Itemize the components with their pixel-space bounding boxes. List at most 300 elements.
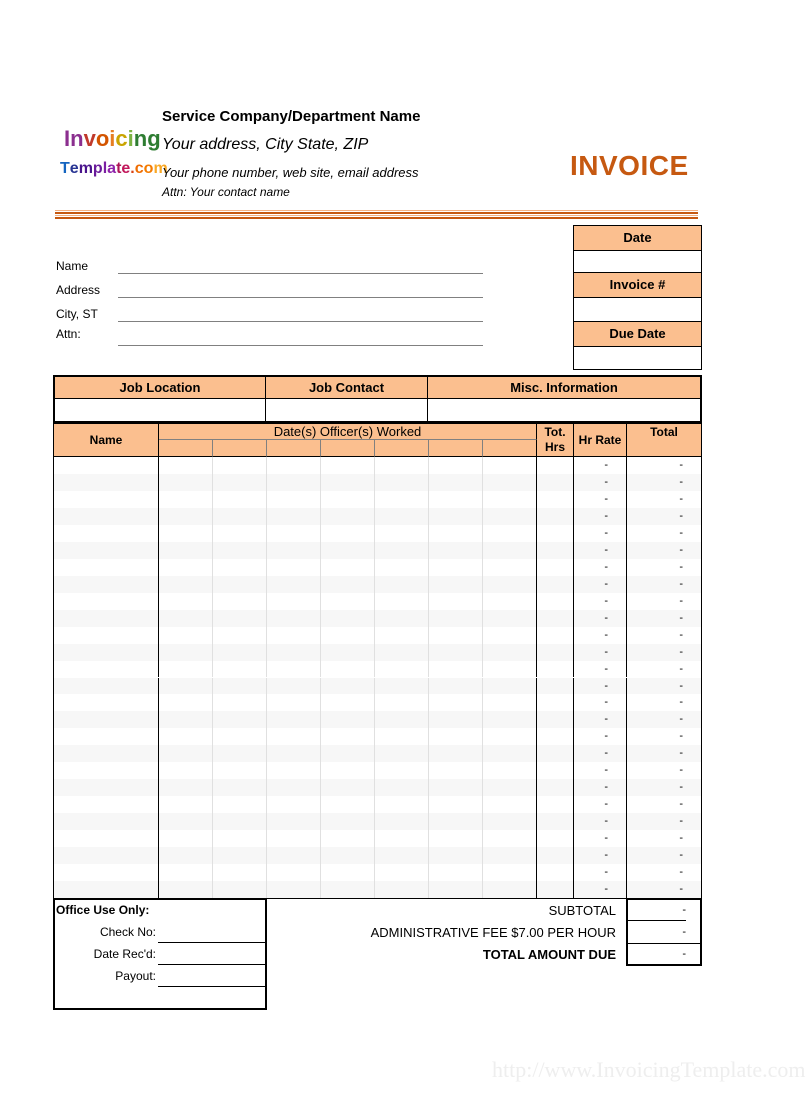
date-cell[interactable] xyxy=(321,796,375,813)
name-cell[interactable] xyxy=(54,644,159,661)
date-cell[interactable] xyxy=(267,474,321,491)
date-subcolumn-header[interactable] xyxy=(321,440,375,457)
date-cell[interactable] xyxy=(321,593,375,610)
date-cell[interactable] xyxy=(375,711,429,728)
date-cell[interactable] xyxy=(375,610,429,627)
date-cell[interactable] xyxy=(321,661,375,678)
date-cell[interactable] xyxy=(159,796,213,813)
date-cell[interactable] xyxy=(159,593,213,610)
date-cell[interactable] xyxy=(159,610,213,627)
date-subcolumn-header[interactable] xyxy=(483,440,537,457)
date-cell[interactable] xyxy=(267,711,321,728)
total-hours-cell[interactable] xyxy=(537,830,574,847)
date-cell[interactable] xyxy=(429,559,483,576)
name-cell[interactable] xyxy=(54,678,159,695)
date-cell[interactable] xyxy=(429,881,483,898)
date-cell[interactable] xyxy=(483,491,537,508)
logo-letter: T xyxy=(60,160,70,177)
job-contact-field[interactable] xyxy=(266,399,428,421)
date-cell[interactable] xyxy=(429,576,483,593)
hour-rate-cell[interactable]: - xyxy=(574,576,627,593)
date-cell[interactable] xyxy=(429,678,483,695)
date-cell[interactable] xyxy=(213,779,267,796)
watermark: http://www.InvoicingTemplate.com xyxy=(492,1057,806,1082)
date-cell[interactable] xyxy=(213,745,267,762)
date-cell[interactable] xyxy=(483,779,537,796)
date-cell[interactable] xyxy=(213,644,267,661)
total-hours-cell[interactable] xyxy=(537,864,574,881)
name-cell[interactable] xyxy=(54,830,159,847)
date-cell[interactable] xyxy=(267,678,321,695)
name-cell[interactable] xyxy=(54,864,159,881)
bill-name-field[interactable] xyxy=(118,273,483,274)
name-cell[interactable] xyxy=(54,474,159,491)
date-cell[interactable] xyxy=(429,864,483,881)
date-cell[interactable] xyxy=(159,576,213,593)
total-cell: - xyxy=(679,798,683,811)
date-cell[interactable] xyxy=(483,576,537,593)
date-cell[interactable] xyxy=(321,847,375,864)
hour-rate-cell[interactable]: - xyxy=(574,813,627,830)
date-cell[interactable] xyxy=(483,593,537,610)
date-cell[interactable] xyxy=(483,610,537,627)
hour-rate-cell[interactable]: - xyxy=(574,745,627,762)
date-cell[interactable] xyxy=(321,711,375,728)
hour-rate-cell[interactable]: - xyxy=(574,627,627,644)
date-cell[interactable] xyxy=(375,644,429,661)
date-cell[interactable] xyxy=(375,576,429,593)
date-cell[interactable] xyxy=(429,474,483,491)
date-cell[interactable] xyxy=(375,474,429,491)
hour-rate-cell[interactable]: - xyxy=(574,593,627,610)
date-field[interactable] xyxy=(574,251,701,273)
total-hours-cell[interactable] xyxy=(537,678,574,695)
company-contact: Your phone number, web site, email address xyxy=(162,165,419,180)
date-cell[interactable] xyxy=(321,576,375,593)
name-cell[interactable] xyxy=(54,525,159,542)
date-cell[interactable] xyxy=(429,813,483,830)
date-cell[interactable] xyxy=(375,491,429,508)
date-cell[interactable] xyxy=(483,864,537,881)
date-cell[interactable] xyxy=(375,830,429,847)
date-cell[interactable] xyxy=(267,813,321,830)
date-cell[interactable] xyxy=(159,728,213,745)
total-hours-cell[interactable] xyxy=(537,491,574,508)
date-cell[interactable] xyxy=(375,881,429,898)
logo-letter: p xyxy=(92,160,103,177)
logo-letter: e xyxy=(121,160,131,177)
date-cell[interactable] xyxy=(267,508,321,525)
bill-city-field[interactable] xyxy=(118,321,483,322)
total-hours-cell[interactable] xyxy=(537,847,574,864)
date-cell[interactable] xyxy=(321,474,375,491)
date-cell[interactable] xyxy=(321,525,375,542)
total-hours-cell[interactable] xyxy=(537,542,574,559)
date-cell[interactable] xyxy=(213,474,267,491)
check-no-field[interactable] xyxy=(158,942,265,943)
date-cell[interactable] xyxy=(213,813,267,830)
due-date-label: Due Date xyxy=(574,322,701,347)
date-cell[interactable] xyxy=(375,678,429,695)
date-cell[interactable] xyxy=(267,610,321,627)
date-cell[interactable] xyxy=(429,779,483,796)
date-cell[interactable] xyxy=(375,525,429,542)
date-cell[interactable] xyxy=(159,847,213,864)
total-cell: - xyxy=(679,764,683,777)
date-cell[interactable] xyxy=(321,508,375,525)
date-cell[interactable] xyxy=(375,559,429,576)
date-cell[interactable] xyxy=(321,627,375,644)
due-date-field[interactable] xyxy=(574,347,701,370)
date-cell[interactable] xyxy=(429,525,483,542)
date-cell[interactable] xyxy=(483,796,537,813)
total-hours-cell[interactable] xyxy=(537,559,574,576)
date-subcolumn-header[interactable] xyxy=(159,440,213,457)
name-cell[interactable] xyxy=(54,661,159,678)
date-cell[interactable] xyxy=(483,728,537,745)
date-cell[interactable] xyxy=(321,813,375,830)
hour-rate-cell[interactable]: - xyxy=(574,694,627,711)
date-cell[interactable] xyxy=(159,661,213,678)
total-hours-cell[interactable] xyxy=(537,661,574,678)
date-cell[interactable] xyxy=(267,864,321,881)
date-cell[interactable] xyxy=(429,457,483,474)
date-cell[interactable] xyxy=(321,457,375,474)
invoice-number-field[interactable] xyxy=(574,298,701,322)
date-cell[interactable] xyxy=(483,745,537,762)
date-cell[interactable] xyxy=(375,627,429,644)
date-cell[interactable] xyxy=(321,864,375,881)
total-hours-header xyxy=(537,424,574,457)
date-cell[interactable] xyxy=(159,559,213,576)
date-cell[interactable] xyxy=(159,745,213,762)
job-contact-header: Job Contact xyxy=(266,377,428,399)
date-cell[interactable] xyxy=(483,762,537,779)
date-cell[interactable] xyxy=(375,847,429,864)
name-cell[interactable] xyxy=(54,847,159,864)
date-cell[interactable] xyxy=(213,559,267,576)
date-received-field[interactable] xyxy=(158,964,265,965)
date-cell[interactable] xyxy=(159,813,213,830)
date-cell[interactable] xyxy=(375,864,429,881)
date-cell[interactable] xyxy=(321,491,375,508)
total-hours-cell[interactable] xyxy=(537,728,574,745)
date-cell[interactable] xyxy=(213,678,267,695)
date-cell[interactable] xyxy=(483,661,537,678)
total-hours-cell[interactable] xyxy=(537,745,574,762)
date-cell[interactable] xyxy=(429,762,483,779)
date-cell[interactable] xyxy=(429,491,483,508)
date-cell[interactable] xyxy=(213,576,267,593)
date-cell[interactable] xyxy=(321,559,375,576)
date-cell[interactable] xyxy=(159,508,213,525)
date-cell[interactable] xyxy=(159,491,213,508)
date-cell[interactable] xyxy=(429,745,483,762)
name-cell[interactable] xyxy=(54,508,159,525)
date-cell[interactable] xyxy=(375,508,429,525)
date-cell[interactable] xyxy=(267,661,321,678)
date-cell[interactable] xyxy=(429,847,483,864)
date-cell[interactable] xyxy=(429,610,483,627)
date-cell[interactable] xyxy=(159,457,213,474)
total-hours-cell[interactable] xyxy=(537,881,574,898)
hour-rate-cell[interactable]: - xyxy=(574,661,627,678)
date-cell[interactable] xyxy=(159,711,213,728)
date-cell[interactable] xyxy=(159,779,213,796)
hour-rate-cell[interactable]: - xyxy=(574,457,627,474)
date-cell[interactable] xyxy=(321,830,375,847)
date-cell[interactable] xyxy=(483,711,537,728)
date-subcolumn-header[interactable] xyxy=(267,440,321,457)
date-cell[interactable] xyxy=(429,796,483,813)
total-hours-cell[interactable] xyxy=(537,694,574,711)
bill-address-field[interactable] xyxy=(118,297,483,298)
date-cell[interactable] xyxy=(483,694,537,711)
date-cell[interactable] xyxy=(429,627,483,644)
name-cell[interactable] xyxy=(54,576,159,593)
date-cell[interactable] xyxy=(267,728,321,745)
total-hours-cell[interactable] xyxy=(537,576,574,593)
date-cell[interactable] xyxy=(429,593,483,610)
date-cell[interactable] xyxy=(267,694,321,711)
date-cell[interactable] xyxy=(483,559,537,576)
hour-rate-cell[interactable]: - xyxy=(574,610,627,627)
date-cell[interactable] xyxy=(159,762,213,779)
date-subcolumn-header[interactable] xyxy=(213,440,267,457)
date-cell[interactable] xyxy=(321,542,375,559)
job-location-field[interactable] xyxy=(55,399,266,421)
name-cell[interactable] xyxy=(54,728,159,745)
date-cell[interactable] xyxy=(375,593,429,610)
hour-rate-cell[interactable]: - xyxy=(574,830,627,847)
hour-rate-cell[interactable]: - xyxy=(574,864,627,881)
date-cell[interactable] xyxy=(267,491,321,508)
total-hours-cell[interactable] xyxy=(537,508,574,525)
date-cell[interactable] xyxy=(213,796,267,813)
name-cell[interactable] xyxy=(54,796,159,813)
date-cell[interactable] xyxy=(375,661,429,678)
date-cell[interactable] xyxy=(213,711,267,728)
date-cell[interactable] xyxy=(429,542,483,559)
name-column-header: Name xyxy=(54,424,159,457)
total-hours-cell[interactable] xyxy=(537,593,574,610)
date-cell[interactable] xyxy=(159,830,213,847)
hour-rate-cell[interactable]: - xyxy=(574,847,627,864)
hour-rate-cell[interactable]: - xyxy=(574,728,627,745)
total-hours-cell[interactable] xyxy=(537,457,574,474)
hour-rate-cell[interactable]: - xyxy=(574,525,627,542)
hour-rate-cell[interactable]: - xyxy=(574,881,627,898)
name-cell[interactable] xyxy=(54,881,159,898)
date-cell[interactable] xyxy=(159,644,213,661)
name-cell[interactable] xyxy=(54,627,159,644)
date-cell[interactable] xyxy=(429,661,483,678)
date-cell[interactable] xyxy=(429,508,483,525)
date-cell[interactable] xyxy=(213,525,267,542)
date-cell[interactable] xyxy=(321,762,375,779)
date-cell[interactable] xyxy=(267,644,321,661)
date-cell[interactable] xyxy=(483,644,537,661)
date-cell[interactable] xyxy=(159,525,213,542)
date-cell[interactable] xyxy=(213,728,267,745)
hour-rate-cell[interactable]: - xyxy=(574,644,627,661)
date-cell[interactable] xyxy=(159,474,213,491)
date-cell[interactable] xyxy=(213,881,267,898)
bill-attn-field[interactable] xyxy=(118,345,483,346)
name-cell[interactable] xyxy=(54,711,159,728)
total-hours-cell[interactable] xyxy=(537,711,574,728)
date-cell[interactable] xyxy=(267,779,321,796)
hour-rate-cell[interactable]: - xyxy=(574,508,627,525)
date-cell[interactable] xyxy=(159,627,213,644)
logo-letter: I xyxy=(64,126,71,151)
date-cell[interactable] xyxy=(483,830,537,847)
date-cell[interactable] xyxy=(267,830,321,847)
date-cell[interactable] xyxy=(267,457,321,474)
date-cell[interactable] xyxy=(375,813,429,830)
total-hours-cell[interactable] xyxy=(537,627,574,644)
date-cell[interactable] xyxy=(375,457,429,474)
date-cell[interactable] xyxy=(213,508,267,525)
date-cell[interactable] xyxy=(375,728,429,745)
date-cell[interactable] xyxy=(267,559,321,576)
date-cell[interactable] xyxy=(375,779,429,796)
total-hours-cell[interactable] xyxy=(537,813,574,830)
hour-rate-cell[interactable]: - xyxy=(574,542,627,559)
date-cell[interactable] xyxy=(483,627,537,644)
total-hours-cell[interactable] xyxy=(537,796,574,813)
name-cell[interactable] xyxy=(54,745,159,762)
name-cell[interactable] xyxy=(54,593,159,610)
date-cell[interactable] xyxy=(267,881,321,898)
hour-rate-cell[interactable]: - xyxy=(574,474,627,491)
check-no-label: Check No: xyxy=(99,925,156,939)
date-cell[interactable] xyxy=(213,542,267,559)
date-cell[interactable] xyxy=(213,694,267,711)
name-cell[interactable] xyxy=(54,610,159,627)
date-subcolumn-header[interactable] xyxy=(375,440,429,457)
name-cell[interactable] xyxy=(54,694,159,711)
date-cell[interactable] xyxy=(267,762,321,779)
hour-rate-cell[interactable]: - xyxy=(574,559,627,576)
date-cell[interactable] xyxy=(267,525,321,542)
misc-information-field[interactable] xyxy=(428,399,700,421)
date-cell[interactable] xyxy=(483,508,537,525)
date-cell[interactable] xyxy=(213,847,267,864)
date-cell[interactable] xyxy=(321,728,375,745)
date-cell[interactable] xyxy=(213,457,267,474)
date-subcolumn-header[interactable] xyxy=(429,440,483,457)
date-cell[interactable] xyxy=(213,627,267,644)
hour-rate-cell[interactable]: - xyxy=(574,779,627,796)
date-cell[interactable] xyxy=(159,864,213,881)
date-cell[interactable] xyxy=(321,678,375,695)
date-cell[interactable] xyxy=(321,644,375,661)
date-cell[interactable] xyxy=(213,491,267,508)
date-cell[interactable] xyxy=(213,661,267,678)
name-cell[interactable] xyxy=(54,491,159,508)
date-cell[interactable] xyxy=(213,593,267,610)
hour-rate-cell[interactable]: - xyxy=(574,762,627,779)
date-cell[interactable] xyxy=(375,745,429,762)
date-cell[interactable] xyxy=(483,847,537,864)
date-cell[interactable] xyxy=(159,542,213,559)
date-cell[interactable] xyxy=(321,779,375,796)
date-cell[interactable] xyxy=(483,881,537,898)
total-hours-cell[interactable] xyxy=(537,474,574,491)
date-cell[interactable] xyxy=(483,525,537,542)
date-cell[interactable] xyxy=(267,627,321,644)
date-label: Date xyxy=(574,226,701,251)
date-cell[interactable] xyxy=(213,762,267,779)
date-cell[interactable] xyxy=(429,728,483,745)
logo-invoicing xyxy=(64,126,161,152)
total-hours-cell[interactable] xyxy=(537,525,574,542)
name-cell[interactable] xyxy=(54,779,159,796)
total-hours-cell[interactable] xyxy=(537,762,574,779)
date-cell[interactable] xyxy=(159,678,213,695)
date-cell[interactable] xyxy=(321,745,375,762)
total-cell: - xyxy=(679,594,683,607)
date-cell[interactable] xyxy=(213,864,267,881)
date-cell[interactable] xyxy=(213,830,267,847)
date-cell[interactable] xyxy=(213,610,267,627)
name-cell[interactable] xyxy=(54,813,159,830)
hour-rate-cell[interactable]: - xyxy=(574,491,627,508)
payout-field[interactable] xyxy=(158,986,265,987)
misc-information-header: Misc. Information xyxy=(428,377,700,399)
date-cell[interactable] xyxy=(267,542,321,559)
name-cell[interactable] xyxy=(54,542,159,559)
date-cell[interactable] xyxy=(429,644,483,661)
date-cell[interactable] xyxy=(267,576,321,593)
name-cell[interactable] xyxy=(54,762,159,779)
date-cell[interactable] xyxy=(483,474,537,491)
date-cell[interactable] xyxy=(375,542,429,559)
date-cell[interactable] xyxy=(483,678,537,695)
total-due-label: TOTAL AMOUNT DUE xyxy=(482,947,616,962)
date-cell[interactable] xyxy=(483,457,537,474)
date-cell[interactable] xyxy=(267,847,321,864)
date-cell[interactable] xyxy=(429,711,483,728)
name-cell[interactable] xyxy=(54,457,159,474)
hour-rate-cell[interactable]: - xyxy=(574,678,627,695)
date-cell[interactable] xyxy=(321,694,375,711)
total-cell: - xyxy=(679,713,683,726)
total-column-header: Total xyxy=(627,424,701,457)
date-cell[interactable] xyxy=(267,796,321,813)
date-cell[interactable] xyxy=(267,745,321,762)
name-cell[interactable] xyxy=(54,559,159,576)
total-hours-cell[interactable] xyxy=(537,779,574,796)
date-cell[interactable] xyxy=(375,762,429,779)
date-cell[interactable] xyxy=(483,813,537,830)
date-cell[interactable] xyxy=(429,694,483,711)
date-cell[interactable] xyxy=(321,610,375,627)
hour-rate-cell[interactable]: - xyxy=(574,796,627,813)
date-cell[interactable] xyxy=(375,694,429,711)
date-cell[interactable] xyxy=(159,694,213,711)
date-cell[interactable] xyxy=(321,881,375,898)
date-cell[interactable] xyxy=(429,830,483,847)
date-cell[interactable] xyxy=(267,593,321,610)
total-hours-cell[interactable] xyxy=(537,644,574,661)
date-cell[interactable] xyxy=(483,542,537,559)
date-cell[interactable] xyxy=(159,881,213,898)
hour-rate-cell[interactable]: - xyxy=(574,711,627,728)
date-cell[interactable] xyxy=(375,796,429,813)
total-hours-cell[interactable] xyxy=(537,610,574,627)
